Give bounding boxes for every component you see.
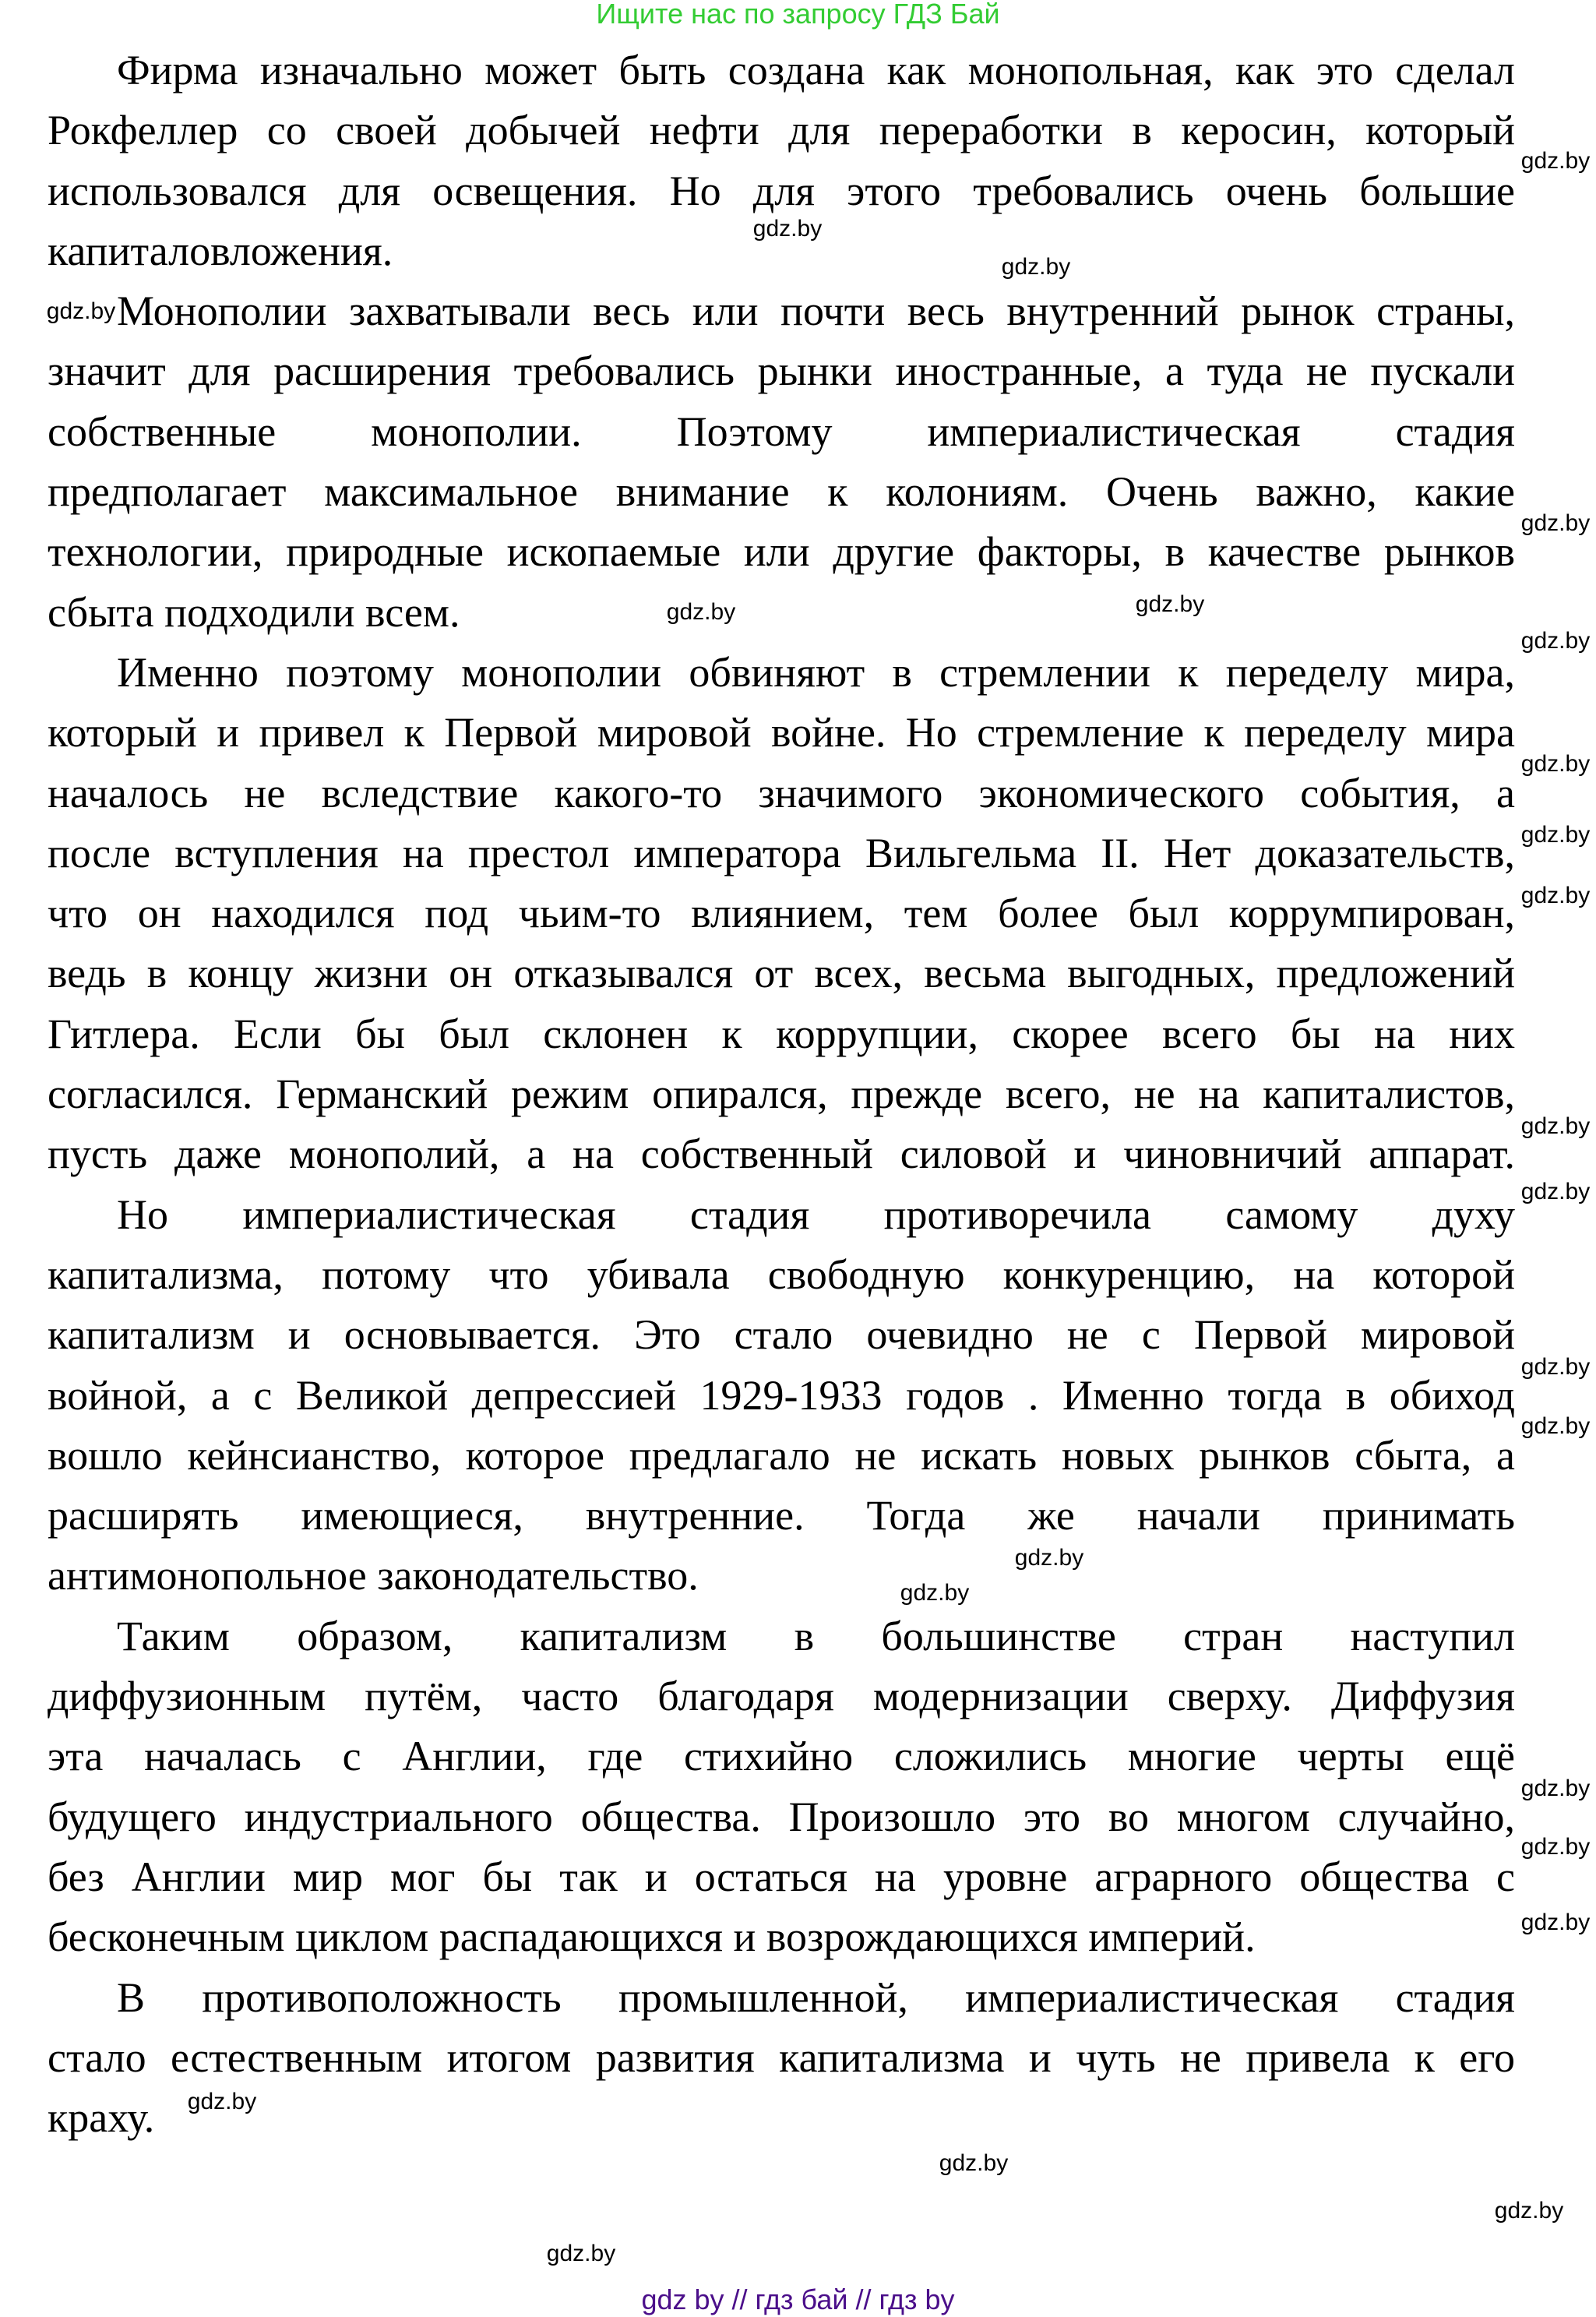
watermark-text: gdz.by <box>1520 1910 1591 1935</box>
paragraph-line: технологии, природные ископаемые или другие факторы, в качестве рынков <box>48 528 1515 576</box>
watermark-text: gdz.by <box>1520 883 1591 908</box>
paragraph-line: капитализм и основывается. Это стало очевидно не с Первой мировой <box>48 1311 1515 1359</box>
watermark-text: gdz.by <box>939 2150 1009 2176</box>
watermark-text: gdz.by <box>1520 1834 1591 1860</box>
paragraph-line: без Англии мир мог бы так и остаться на уровне аграрного общества с <box>48 1853 1515 1900</box>
paragraph-line: В противоположность промышленной, империалистическая стадия <box>117 1973 1515 2021</box>
paragraph-line: значит для расширения требовались рынки иностранные, а туда не пускали <box>48 347 1515 395</box>
paragraph-line: сбыта подходили всем. <box>48 588 460 636</box>
paragraph-line: краху. <box>48 2094 155 2142</box>
paragraph-line: Но империалистическая стадия противоречила самому духу <box>117 1190 1515 1238</box>
paragraph-line: началось не вследствие какого-то значимого экономического события, а <box>48 769 1515 816</box>
paragraph-line: Таким образом, капитализм в большинстве стран наступил <box>117 1612 1515 1659</box>
watermark-text: gdz.by <box>900 1580 970 1606</box>
paragraph-line: ведь в концу жизни он отказывался от всех, весьма выгодных, предложений <box>48 950 1515 997</box>
search-banner: Ищите нас по запросу ГДЗ Бай <box>596 0 1000 30</box>
watermark-text: gdz.by <box>1520 1354 1591 1380</box>
document-body <box>48 41 1515 2148</box>
paragraph-line: будущего индустриального общества. Произошло это во многом случайно, <box>48 1793 1515 1840</box>
paragraph-line: Рокфеллер со своей добычей нефти для переработки в керосин, который <box>48 107 1515 154</box>
paragraph-line: Гитлера. Если бы был склонен к коррупции, скорее всего бы на них <box>48 1010 1515 1057</box>
watermark-text: gdz.by <box>46 298 116 324</box>
paragraph-line: антимонопольное законодательство. <box>48 1552 699 1599</box>
watermark-text: gdz.by <box>666 599 736 625</box>
paragraph-line: капиталовложения. <box>48 227 393 274</box>
watermark-text: gdz.by <box>752 216 823 242</box>
paragraph-line: бесконечным циклом распадающихся и возрождающихся империй. <box>48 1913 1256 1961</box>
paragraph-line: который и привел к Первой мировой войне. Но стремление к переделу мира <box>48 709 1515 756</box>
paragraph-line: Именно поэтому монополии обвиняют в стремлении к переделу мира, <box>117 648 1515 696</box>
watermark-text: gdz.by <box>1520 1179 1591 1204</box>
watermark-text: gdz.by <box>1001 254 1071 280</box>
paragraph-line: стало естественным итогом развития капитализма и чуть не привела к его <box>48 2033 1515 2081</box>
watermark-text: gdz.by <box>1520 1413 1591 1439</box>
paragraph-line: расширять имеющиеся, внутренние. Тогда же начали принимать <box>48 1492 1515 1539</box>
watermark-text: gdz.by <box>1520 1113 1591 1139</box>
watermark-text: gdz.by <box>1520 628 1591 654</box>
paragraph-line: предполагает максимальное внимание к колониям. Очень важно, какие <box>48 468 1515 516</box>
paragraph-line: пусть даже монополий, а на собственный силовой и чиновничий аппарат. <box>48 1130 1515 1178</box>
paragraph-line: эта началась с Англии, где стихийно сложились многие черты ещё <box>48 1733 1515 1780</box>
paragraph-line: капитализма, потому что убивала свободную конкуренцию, на которой <box>48 1250 1515 1298</box>
paragraph-line: собственные монополии. Поэтому империалистическая стадия <box>48 407 1515 455</box>
watermark-text: gdz.by <box>1520 1776 1591 1801</box>
paragraph-line: Монополии захватывали весь или почти весь внутренний рынок страны, <box>117 287 1515 335</box>
watermark-text: gdz.by <box>1014 1545 1084 1571</box>
watermark-text: gdz.by <box>1135 591 1205 617</box>
watermark-text: gdz.by <box>546 2241 616 2266</box>
watermark-text: gdz.by <box>1520 751 1591 777</box>
watermark-text: gdz.by <box>1520 822 1591 848</box>
footer-links[interactable]: gdz by // гдз бай // гдз by <box>641 2283 955 2315</box>
paragraph-line: что он находился под чьим-то влиянием, тем более был коррумпирован, <box>48 890 1515 937</box>
paragraph-line: использовался для освещения. Но для этого требовались очень большие <box>48 167 1515 214</box>
watermark-text: gdz.by <box>1520 148 1591 174</box>
watermark-text: gdz.by <box>1494 2198 1564 2224</box>
paragraph-line: согласился. Германский режим опирался, прежде всего, не на капиталистов, <box>48 1070 1515 1118</box>
watermark-text: gdz.by <box>187 2089 257 2114</box>
paragraph-line: Фирма изначально может быть создана как монопольная, как это сделал <box>117 47 1515 93</box>
paragraph-line: диффузионным путём, часто благодаря модернизации сверху. Диффузия <box>48 1673 1515 1720</box>
watermark-text: gdz.by <box>1520 510 1591 536</box>
paragraph-line: вошло кейнсианство, которое предлагало не искать новых рынков сбыта, а <box>48 1431 1515 1479</box>
paragraph-line: войной, а с Великой депрессией 1929-1933 годов . Именно тогда в обиход <box>48 1371 1515 1419</box>
paragraph-line: после вступления на престол императора Вильгельма II. Нет доказательств, <box>48 829 1515 876</box>
